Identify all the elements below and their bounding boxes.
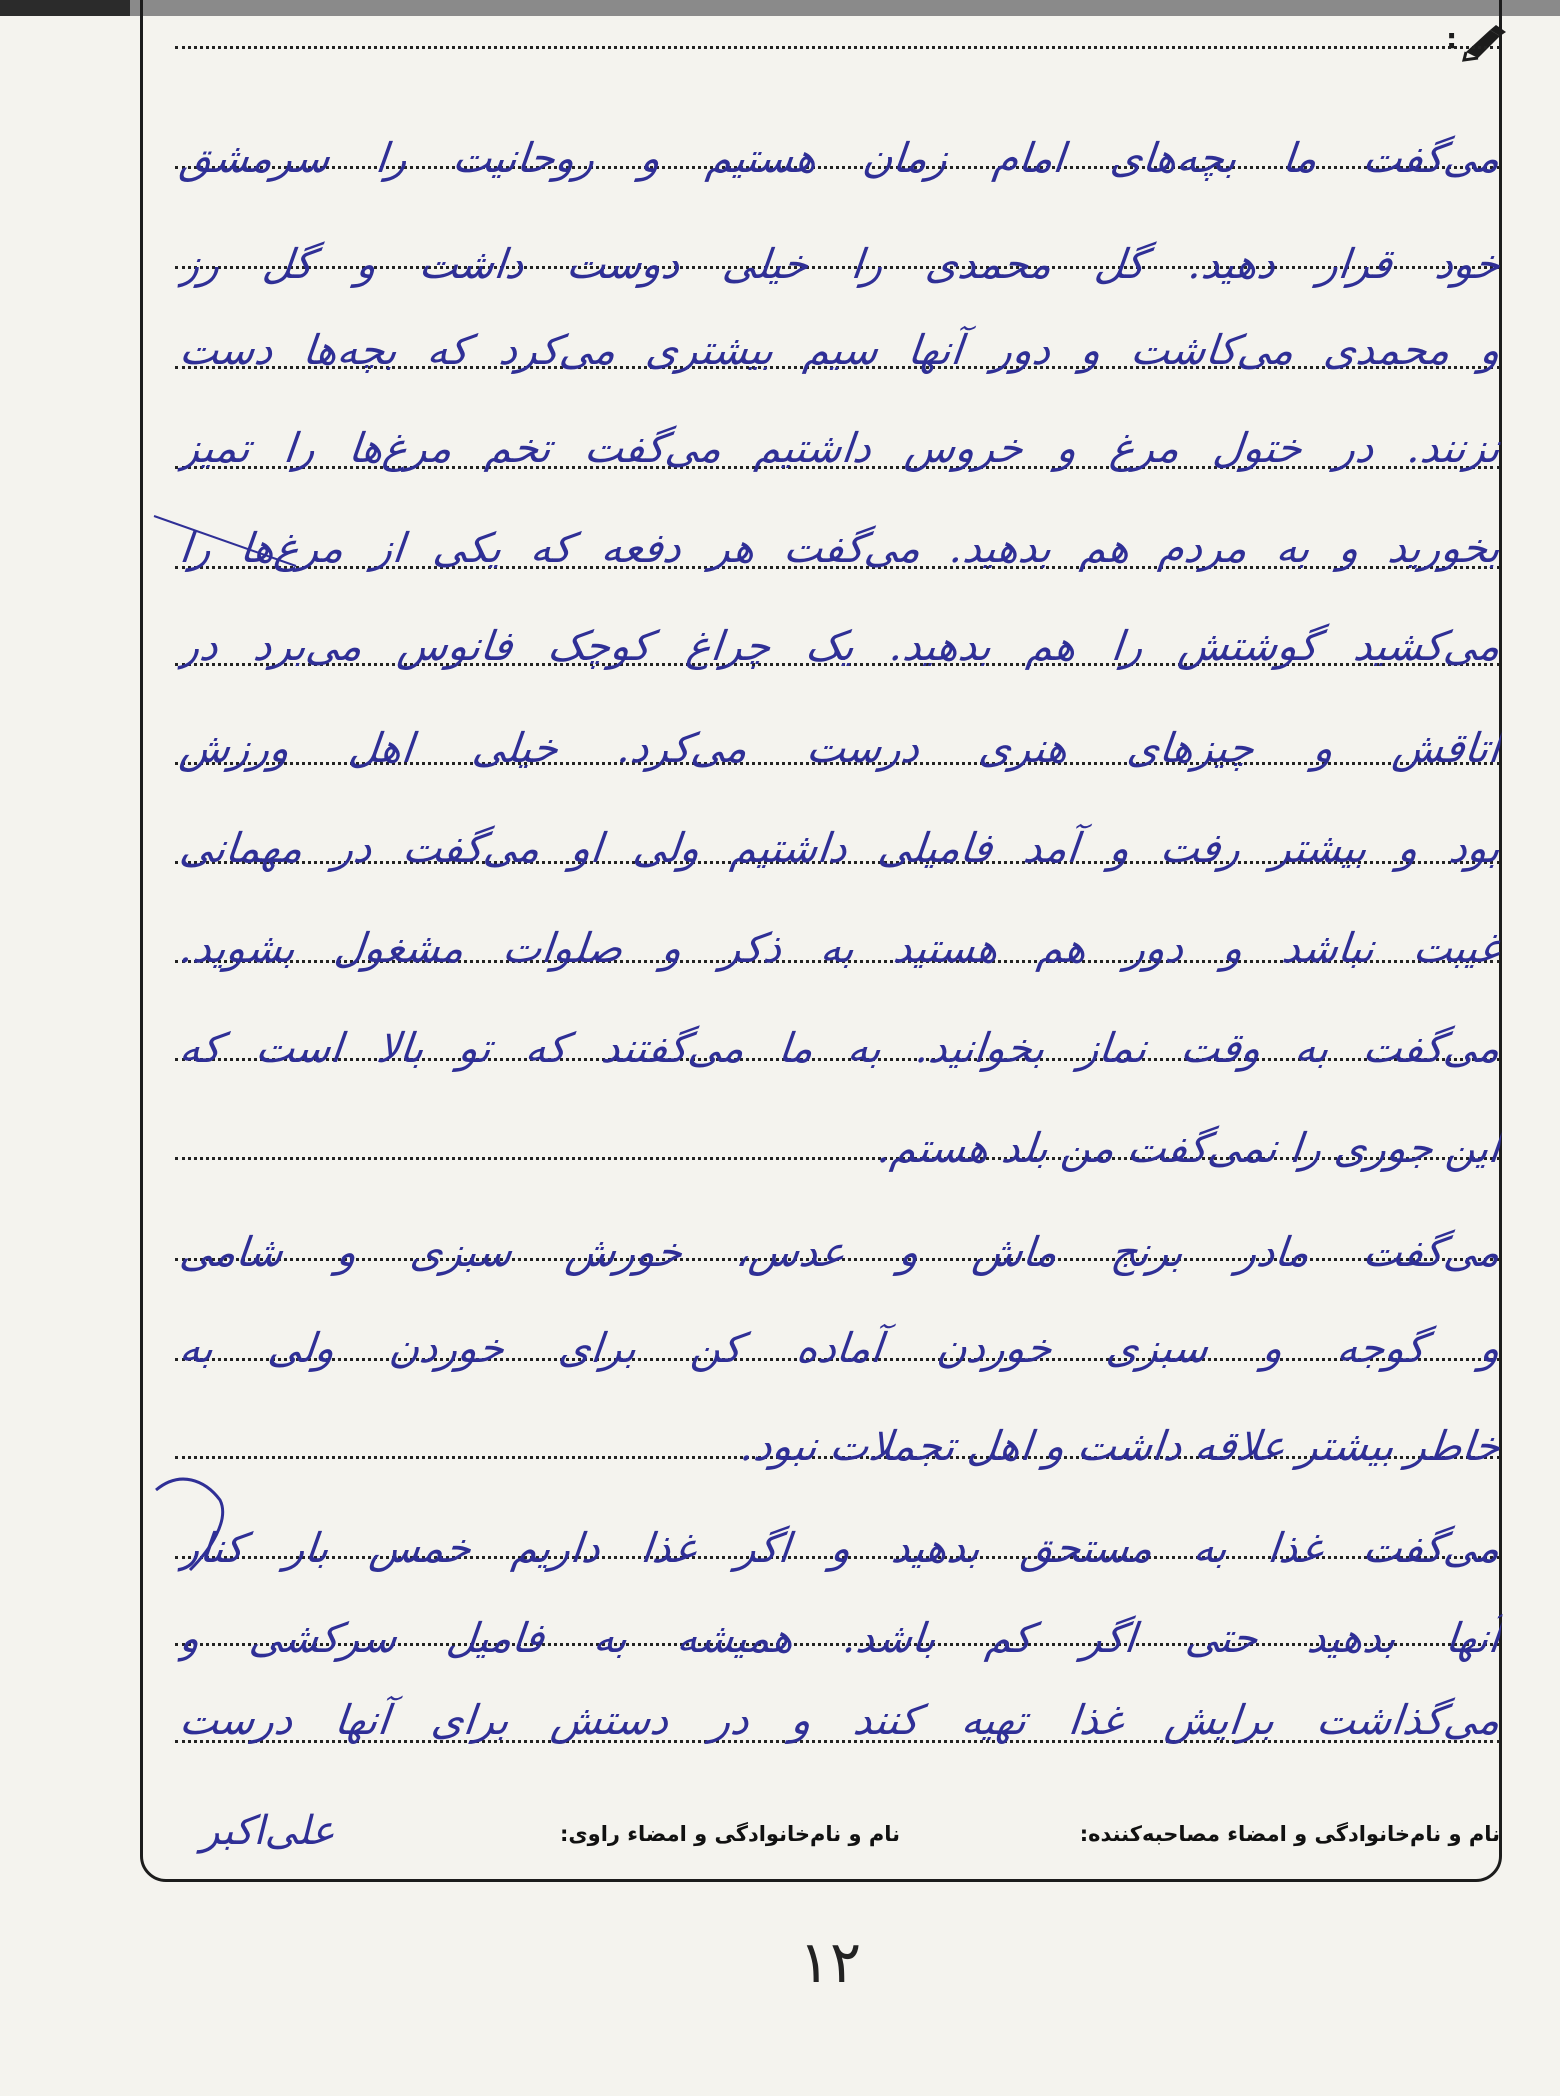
handwritten-line: آنها بدهید حتی اگر کم باشد. همیشه به فامیل سرکشی و (177, 1614, 1503, 1662)
margin-scribble (150, 1460, 240, 1580)
handwritten-line: و محمدی می‌کاشت و دور آنها سیم بیشتری می‌کرد که بچه‌ها دست (177, 326, 1503, 374)
handwritten-line: اتاقش و چیزهای هنری درست می‌کرد. خیلی اهل ورزش (177, 724, 1503, 772)
handwritten-line: و گوجه و سبزی خوردن آماده کن برای خوردن ولی به (177, 1324, 1503, 1372)
narrator-signature-label: نام و نام‌خانوادگی و امضاء راوی: (560, 1822, 900, 1846)
interviewer-signature-label: نام و نام‌خانوادگی و امضاء مصاحبه‌کننده: (1079, 1822, 1500, 1846)
handwritten-line: بود و بیشتر رفت و آمد فامیلی داشتیم ولی او می‌گفت در مهمانی (177, 824, 1503, 872)
handwritten-line: غیبت نباشد و دور هم هستید به ذکر و صلوات مشغول بشوید. (177, 924, 1503, 972)
handwritten-line: می‌گفت غذا به مستحق بدهید و اگر غذا داریم خمس بار کنار (177, 1524, 1503, 1572)
handwritten-line: این جوری را نمی‌گفت من بلد هستم. (875, 1124, 1503, 1172)
narrator-signature: علی‌اکبر (200, 1808, 335, 1854)
writing-rule (175, 46, 1500, 49)
handwritten-line: می‌کشید گوشتش را هم بدهید. یک چراغ کوچک فانوس می‌برد در (177, 622, 1503, 670)
handwritten-line: می‌گذاشت برایش غذا تهیه کنند و در دستش برای آنها درست (177, 1696, 1503, 1744)
handwritten-line: خاطر بیشتر علاقه داشت و اهل تجملات نبود. (738, 1422, 1503, 1470)
pen-colon: : (1446, 22, 1458, 55)
handwritten-line: می‌گفت به وقت نماز بخوانید. به ما می‌گفتند که تو بالا است که (177, 1024, 1503, 1072)
handwritten-line: بخورید و به مردم هم بدهید. می‌گفت هر دفعه که یکی از مرغ‌ها را (177, 524, 1503, 572)
handwritten-line: نزنند. در ختول مرغ و خروس داشتیم می‌گفت تخم مرغ‌ها را تمیز (177, 424, 1503, 472)
handwritten-line: می‌گفت مادر برنج ماش و عدس، خورش سبزی و شامی (177, 1228, 1503, 1276)
pen-icon (1462, 22, 1510, 62)
scanner-edge-dark (0, 0, 130, 16)
handwritten-line: می‌گفت ما بچه‌های امام زمان هستیم و روحانیت را سرمشق (177, 134, 1503, 182)
page-number: ۱۲ (798, 1928, 862, 1996)
handwritten-line: خود قرار دهید. گل محمدی را خیلی دوست داشت و گل رز (177, 240, 1503, 288)
margin-stroke (150, 510, 300, 570)
